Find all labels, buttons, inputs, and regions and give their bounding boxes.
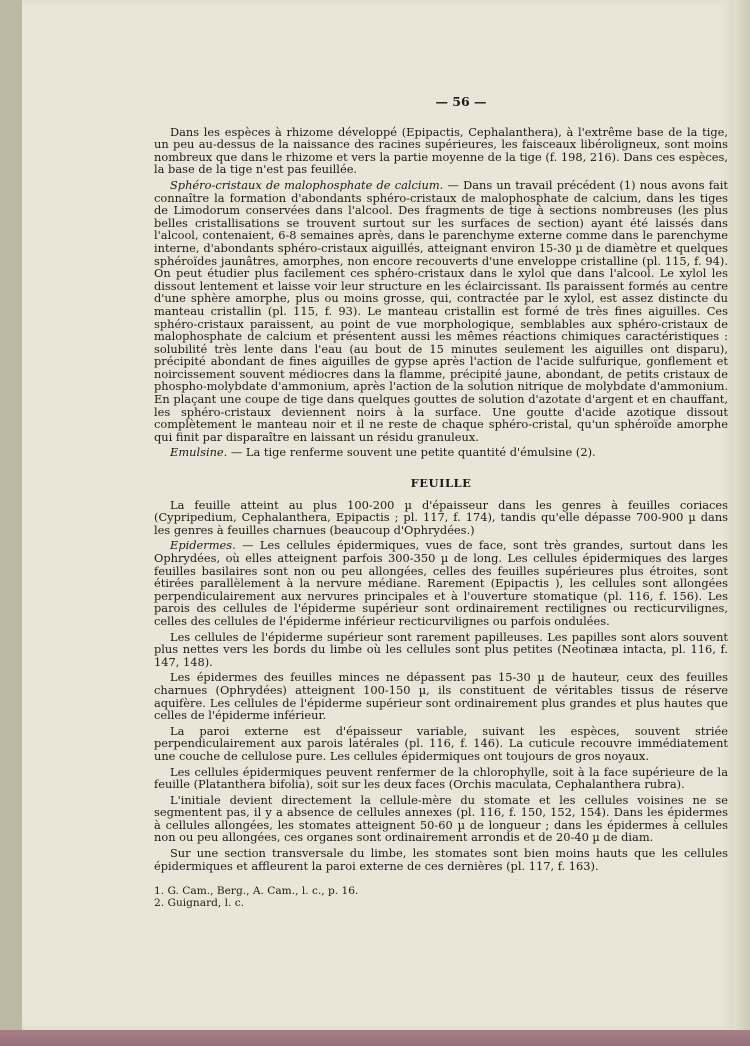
paragraph-stomate: L'initiale devient directement la cellule-mère du stomate et les cellules voisines ne se segmentent pas, il y a absence de cellules annexes (pl. 116, f. 150, 152, 154). Dans les épidermes à cellules allongées, les stomates atteignent 50-60 µ de longueur ; dans les épidermes à cellules non ou peu allongées, ces organes sont ordinairement arrondis et de 20-40 µ de diam. xyxy=(154,792,728,845)
subheading: Sphéro-cristaux de malophosphate de calcium. xyxy=(170,177,444,192)
paragraph-section-transversale: Sur une section transversale du limbe, les stomates sont bien moins hauts que les cellules épidermiques et affleurent la paroi externe de ces dernières (pl. 117, f. 163). xyxy=(154,846,728,873)
page-content xyxy=(154,96,728,909)
subheading: Epidermes. xyxy=(170,538,236,553)
paragraph-emulsine: Emulsine. — La tige renferme souvent une petite quantité d'émulsine (2). xyxy=(170,445,596,460)
paragraph-papilles: Les cellules de l'épiderme supérieur sont rarement papilleuses. Les papilles sont alors souvent plus nettes vers les bords du limbe où les cellules sont plus petites (Neotinæa intacta, pl. 116, f. 147, 148). xyxy=(154,629,728,669)
section-title: FEUILLE xyxy=(410,476,472,491)
paragraph-feuille-epaisseur: La feuille atteint au plus 100-200 µ d'épaisseur dans les genres à feuilles coriaces (Cypripedium, Cephalanthera, Epipactis ; pl. 117, f. 174), tandis qu'elle dépasse 700-900 µ dans les genres à feuilles charnues (beaucoup d'Ophrydées.) xyxy=(154,497,728,537)
paragraph-chlorophylle: Les cellules épidermiques peuvent renfermer de la chlorophylle, soit à la face supérieure de la feuille (Platanthera bifolia), soit sur les deux faces (Orchis maculata, Cephalanthera rubra). xyxy=(154,764,728,792)
footnotes xyxy=(154,885,728,909)
page-fold xyxy=(734,0,750,1046)
paragraph-epidermes: Epidermes. — Les cellules épidermiques, vues de face, sont très grandes, surtout dans les Ophrydées, où elles atteignent parfois 300-350 µ de long. Les cellules épidermiques des larges feuilles basilaires sont non ou peu allongées, celles des feuilles supérieures plus étroites, sont étirées parallèlement à la nervure médiane. Rarement (Epipactis ), les cellules sont allongées perpendiculairement aux nervures principales et à l'ouverture stomatique (pl. 116, f. 156). Les parois des cellules de l'épiderme supérieur sont ordinairement rectilignes ou recticurvilignes, celles des cellules de l'épiderme inférieur recticurvilignes ou parfois ondulées. xyxy=(154,538,728,628)
footnote: 1. G. Cam., Berg., A. Cam., l. c., p. 16. xyxy=(154,885,359,898)
paragraph-rhizome: Dans les espèces à rhizome développé (Epipactis, Cephalanthera), à l'extrême base de la tige, un peu au-dessus de la naissance des racines supérieures, les faisceaux libéroligneux, sont moins nombreux que dans le rhizome et vers la partie moyenne de la tige (f. 198, 216). Dans ces espèces, la base de la tige n'est pas feuillée. xyxy=(154,124,728,177)
page-number: — 56 — xyxy=(435,94,487,109)
paragraph-epaisseur-epidermes: Les épidermes des feuilles minces ne dépassent pas 15-30 µ de hauteur, ceux des feuilles charnues (Ophrydées) atteignent 100-150 µ, ils constituent de véritables tissus de réserve aquifère. Les cellules de l'épiderme supérieur sont ordinairement plus grandes et plus hautes que celles de l'épiderme inférieur. xyxy=(154,670,728,723)
paragraph-sphero-cristaux: Sphéro-cristaux de malophosphate de calcium. — Dans un travail précédent (1) nous avons fait connaître la formation d'abondants sphéro-cristaux de malophosphate de calcium, dans les tiges de Limodorum conservées dans l'alcool. Des fragments de tige à sections nombreuses (les plus belles cristallisations se trouvent surtout sur les surfaces de section) ayant été laissés dans l'alcool, contenaient, 6-8 semaines après, dans le parenchyme externe comme dans le parenchyme interne, d'abondants sphéro-cristaux aiguillés, atteignant environ 15-30 µ de diamètre et quelques sphéroïdes jaunâtres, amorphes, non encore recouverts d'une enveloppe cristalline (pl. 115, f. 94). On peut étudier plus facilement ces sphéro-cristaux dans le xylol que dans l'alcool. Le xylol les dissout lentement et laisse voir leur structure en les éclaircissant. Ils paraissent formés au centre d'une sphère amorphe, plus ou moins grosse, qui, contractée par le xylol, est assez distincte du manteau cristallin (pl. 115, f. 93). Le manteau cristallin est formé de très fines aiguilles. Ces sphéro-cristaux paraissent, au point de vue morphologique, semblables aux sphéro-cristaux de malophosphate de calcium et présentent aussi les mêmes réactions chimiques caractéristiques : solubilité très lente dans l'eau (au bout de 15 minutes seulement les aiguilles ont disparu), précipité abondant de fines aiguilles de gypse après l'action de l'acide sulfurique, gonflement et noircissement souvent médiocres dans la flamme, précipité jaune, abondant, de petits cristaux de phospho-molybdate d'ammonium, après l'action de la solution nitrique de molybdate d'ammonium. En plaçant une coupe de tige dans quelques gouttes de solution d'azotate d'argent et en chauffant, les sphéro-cristaux deviennent noirs à la surface. Une goutte d'acide azotique dissout complètement le manteau noir et il ne reste de chaque sphéro-cristal, qu'un sphéroïde amorphe qui finit par disparaître en laissant un résidu granuleux. xyxy=(154,177,728,444)
footnote: 2. Guignard, l. c. xyxy=(154,897,245,910)
book-cover-edge xyxy=(0,1030,750,1046)
paragraph-paroi-externe: La paroi externe est d'épaisseur variable, suivant les espèces, souvent striée perpendiculairement aux parois latérales (pl. 116, f. 146). La cuticule recouvre immédiatement une couche de cellulose pure. Les cellules épidermiques ont toujours de gros noyaux. xyxy=(154,723,728,763)
subheading: Emulsine. xyxy=(170,445,228,460)
